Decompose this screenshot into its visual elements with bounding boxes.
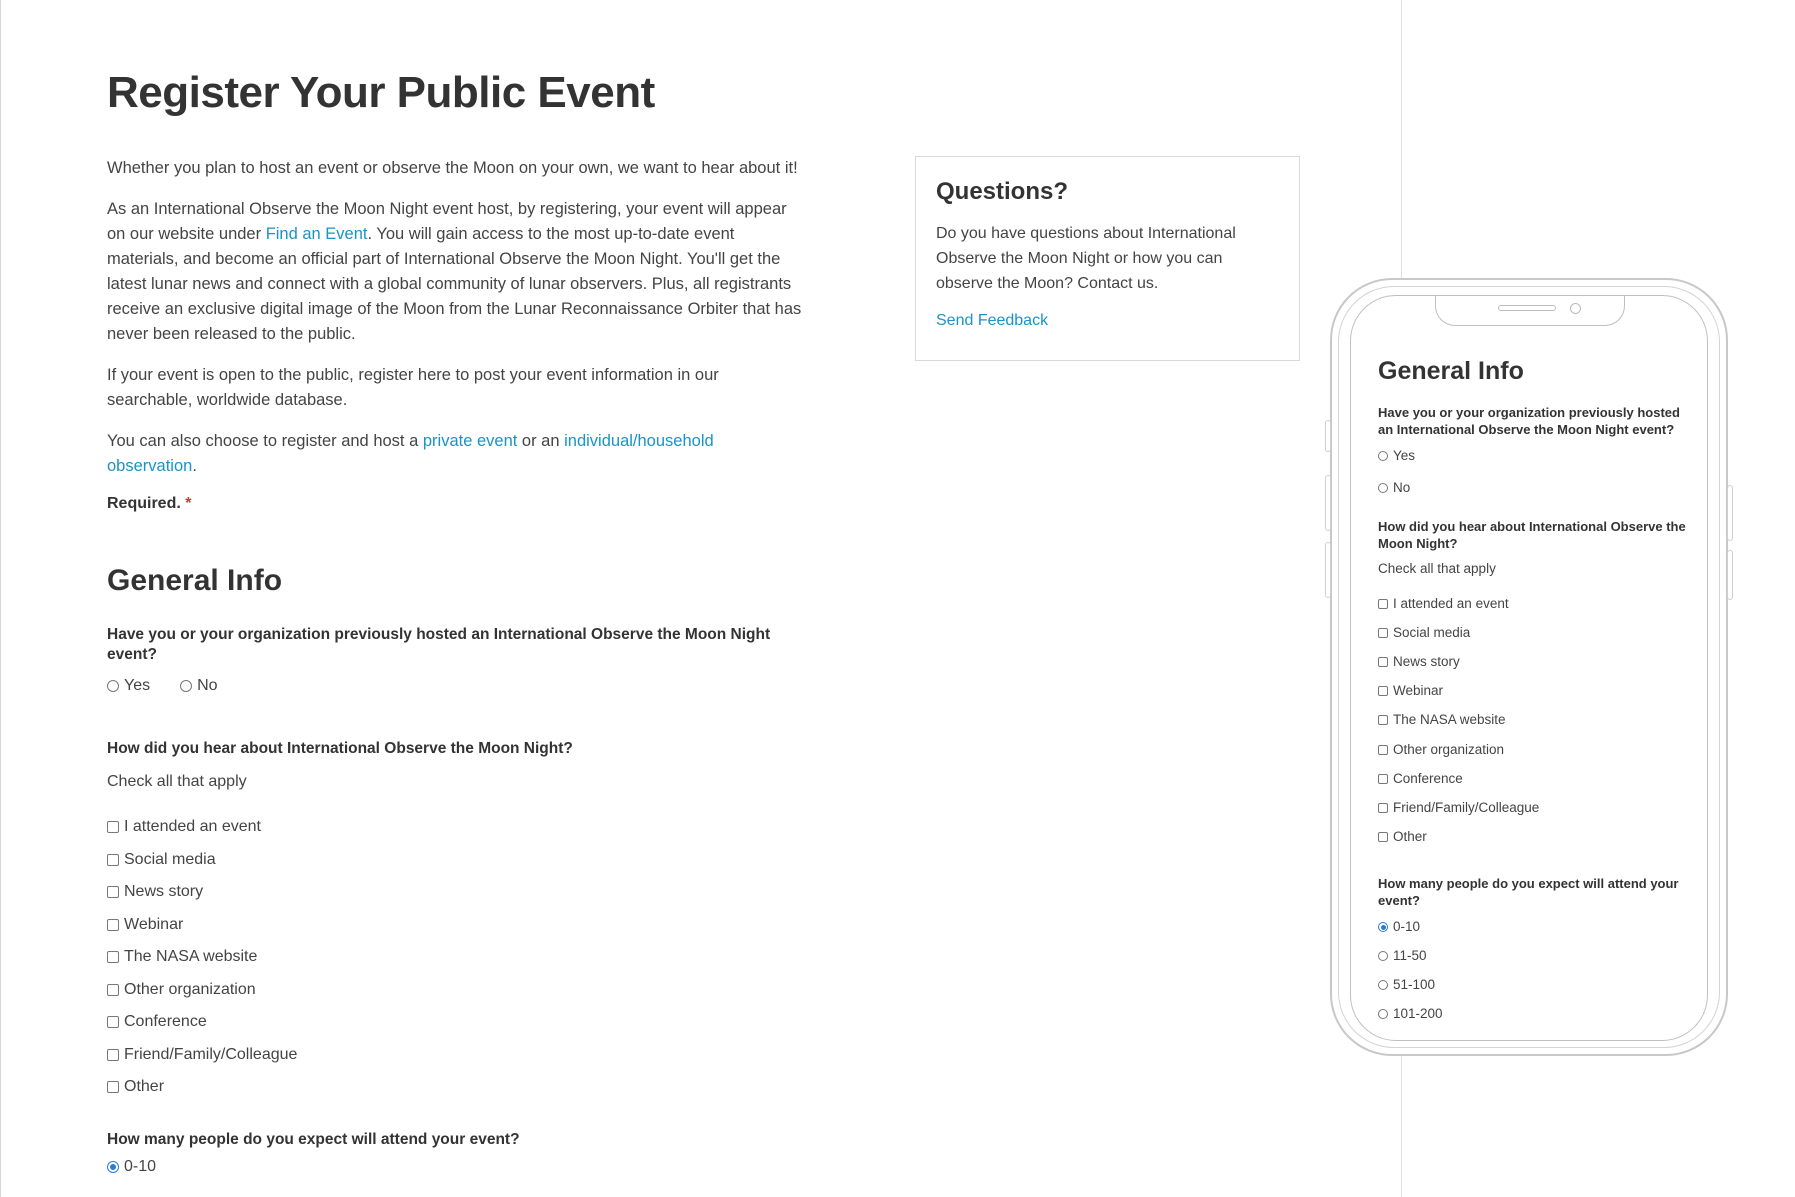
mobile-checkbox-option[interactable] [1378,677,1688,706]
radio-label: 101-200 [1393,1006,1443,1022]
radio-label: No [197,677,218,694]
mobile-question-label: How did you hear about International Observe the Moon Night? [1378,519,1686,551]
checkbox-option[interactable] [107,811,807,844]
question-label: How did you hear about International Observe the Moon Night? [107,740,573,757]
question-how-did-you-hear [107,739,807,1104]
intro-p4-text: You can also choose to register and host a [107,432,423,450]
radio-button[interactable] [1378,980,1388,990]
intro-paragraph-1: Whether you plan to host an event or observe the Moon on your own, we want to hear about it! [107,159,798,177]
checkbox-label: Webinar [1393,683,1444,699]
mobile-checkbox-option[interactable] [1378,793,1688,822]
questions-sidebar [915,156,1300,361]
radio-button[interactable] [1378,951,1388,961]
radio-label: 0-10 [124,1157,157,1175]
private-event-link[interactable]: private event [422,432,518,450]
individual-household-observation-link[interactable]: individual/household observation [107,432,714,475]
checkbox[interactable] [1378,832,1388,842]
radio-label: 11-50 [1393,948,1427,964]
mobile-question-label: Have you or your organization previously hosted an International Observe the Moon Night event? [1378,405,1680,437]
checkbox-option[interactable] [107,844,807,877]
question-expected-attendance [107,1130,807,1178]
required-label: Required. [107,495,181,512]
checkbox-label: Friend/Family/Colleague [124,1045,298,1063]
radio-label: 0-10 [1393,919,1421,935]
checkbox-label: Other organization [124,980,256,998]
checkbox[interactable] [107,854,119,866]
phone-mute-switch [1325,420,1331,452]
main-content [107,66,807,1178]
radio-button[interactable] [1378,1009,1388,1019]
mobile-radio-option-51-100[interactable] [1378,971,1688,1000]
checkbox-label: Social media [124,850,216,868]
question-previously-hosted [107,625,807,697]
checkbox-label: Other [1393,829,1427,845]
phone-volume-down-button [1325,542,1331,598]
checkbox-label: Social media [1393,624,1471,640]
intro-text [107,156,807,513]
intro-p4-mid: or an [517,432,565,450]
radio-label: No [1393,480,1411,495]
mobile-checkbox-group [1378,589,1688,852]
intro-paragraph-2 [107,197,807,347]
radio-button[interactable] [1378,451,1388,461]
checkbox-option[interactable] [107,974,807,1007]
checkbox-label: Friend/Family/Colleague [1393,799,1540,815]
checkbox-option[interactable] [107,941,807,974]
mobile-checkbox-option[interactable] [1378,823,1688,852]
checkbox[interactable] [1378,657,1388,667]
checkbox-label: News story [124,883,204,901]
required-note [107,495,807,513]
checkbox[interactable] [107,951,119,963]
checkbox[interactable] [107,1049,119,1061]
checkbox-label: Webinar [124,915,184,933]
phone-speaker [1498,305,1556,311]
radio-label: Yes [1393,448,1416,463]
checkbox[interactable] [1378,715,1388,725]
checkbox[interactable] [1378,803,1388,813]
mobile-checkbox-option[interactable] [1378,618,1688,647]
radio-button[interactable] [180,680,192,692]
mobile-radio-group-attendance [1378,913,1688,1029]
sidebar-text: Do you have questions about International Observe the Moon Night or how you can observe the Moon? Contact us. [936,225,1236,292]
question-hint: Check all that apply [107,773,247,790]
mobile-radio-option-0-10[interactable] [1378,913,1688,942]
radio-button-selected[interactable] [107,1161,119,1173]
checkbox[interactable] [1378,774,1388,784]
question-label: How many people do you expect will attend your event? [107,1130,520,1148]
checkbox[interactable] [107,886,119,898]
mobile-checkbox-option[interactable] [1378,706,1688,735]
checkbox-option[interactable] [107,1006,807,1039]
checkbox-label: Other [124,1078,165,1096]
checkbox-label: The NASA website [124,948,258,966]
question-label: Have you or your organization previously hosted an International Observe the Moon Night event? [107,626,771,663]
page-title: Register Your Public Event [107,68,655,117]
intro-p2-text-rest: . You will gain access to the most up-to-date event materials, and become an official part of International Observe the Moon Night. You'll get the latest lunar news and connect with a global community of lunar observers. Plus, all registrants receive an exclusive digital image of the Moon from the Lunar Reconnaissance Orbiter that has never been released to the public. [107,225,802,343]
phone-screen [1350,295,1708,1041]
mobile-checkbox-option[interactable] [1378,735,1688,764]
radio-option-yes[interactable] [107,675,150,697]
radio-option-0-10[interactable] [107,1156,807,1178]
checkbox[interactable] [107,984,119,996]
phone-camera-icon [1570,303,1581,314]
required-star: * [185,495,192,512]
phone-mockup [1330,278,1728,1056]
checkbox-option[interactable] [107,909,807,942]
checkbox[interactable] [1378,599,1388,609]
checkbox-option[interactable] [107,1071,807,1104]
intro-paragraph-4 [107,429,807,479]
checkbox-label: I attended an event [1393,595,1509,611]
checkbox[interactable] [1378,628,1388,638]
intro-p4-end: . [192,457,197,475]
checkbox-label: Conference [1393,770,1463,786]
mobile-checkbox-option[interactable] [1378,589,1688,618]
mobile-form-preview [1378,356,1688,1029]
checkbox[interactable] [107,919,119,931]
intro-paragraph-3: If your event is open to the public, register here to post your event information in our searchable, worldwide database. [107,366,719,409]
mobile-checkbox-option[interactable] [1378,647,1688,676]
checkbox-option[interactable] [107,1039,807,1072]
checkbox-label: Other organization [1393,741,1505,757]
checkbox-group-how-did-you-hear [107,811,807,1104]
checkbox-label: The NASA website [1393,712,1506,728]
radio-group-previously-hosted [107,675,807,697]
radio-option-no[interactable] [180,675,217,697]
phone-volume-up-button [1325,475,1331,531]
mobile-radio-option-101-200[interactable] [1378,1000,1688,1029]
mobile-question-hint: Check all that apply [1378,561,1496,576]
mobile-radio-option-no[interactable] [1378,472,1688,504]
radio-button-selected[interactable] [1378,922,1388,932]
send-feedback-link[interactable]: Send Feedback [936,312,1049,329]
checkbox-label: Conference [124,1013,207,1031]
mobile-radio-option-yes[interactable] [1378,440,1688,472]
phone-side-button [1727,550,1733,600]
mobile-question-label: How many people do you expect will attend your event? [1378,875,1679,908]
checkbox[interactable] [1378,745,1388,755]
checkbox-label: I attended an event [124,818,261,836]
checkbox[interactable] [1378,686,1388,696]
mobile-section-title: General Info [1378,357,1524,385]
radio-label: Yes [124,677,151,694]
phone-power-button [1727,485,1733,541]
checkbox[interactable] [107,1081,119,1093]
section-title-general-info: General Info [107,564,283,597]
radio-button[interactable] [107,680,119,692]
page-left-border [0,0,1,1197]
radio-button[interactable] [1378,483,1388,493]
mobile-checkbox-option[interactable] [1378,764,1688,793]
checkbox-label: News story [1393,653,1460,669]
mobile-radio-group-previously-hosted [1378,440,1688,504]
checkbox-option[interactable] [107,876,807,909]
intro-p2-text: As an International Observe the Moon Night event host, by registering, your event will appear on our website under [107,200,787,243]
find-an-event-link[interactable]: Find an Event [265,225,368,243]
sidebar-title: Questions? [936,178,1069,205]
radio-label: 51-100 [1393,977,1436,993]
phone-notch [1435,295,1625,326]
checkbox[interactable] [107,1016,119,1028]
mobile-radio-option-11-50[interactable] [1378,942,1688,971]
checkbox[interactable] [107,821,119,833]
